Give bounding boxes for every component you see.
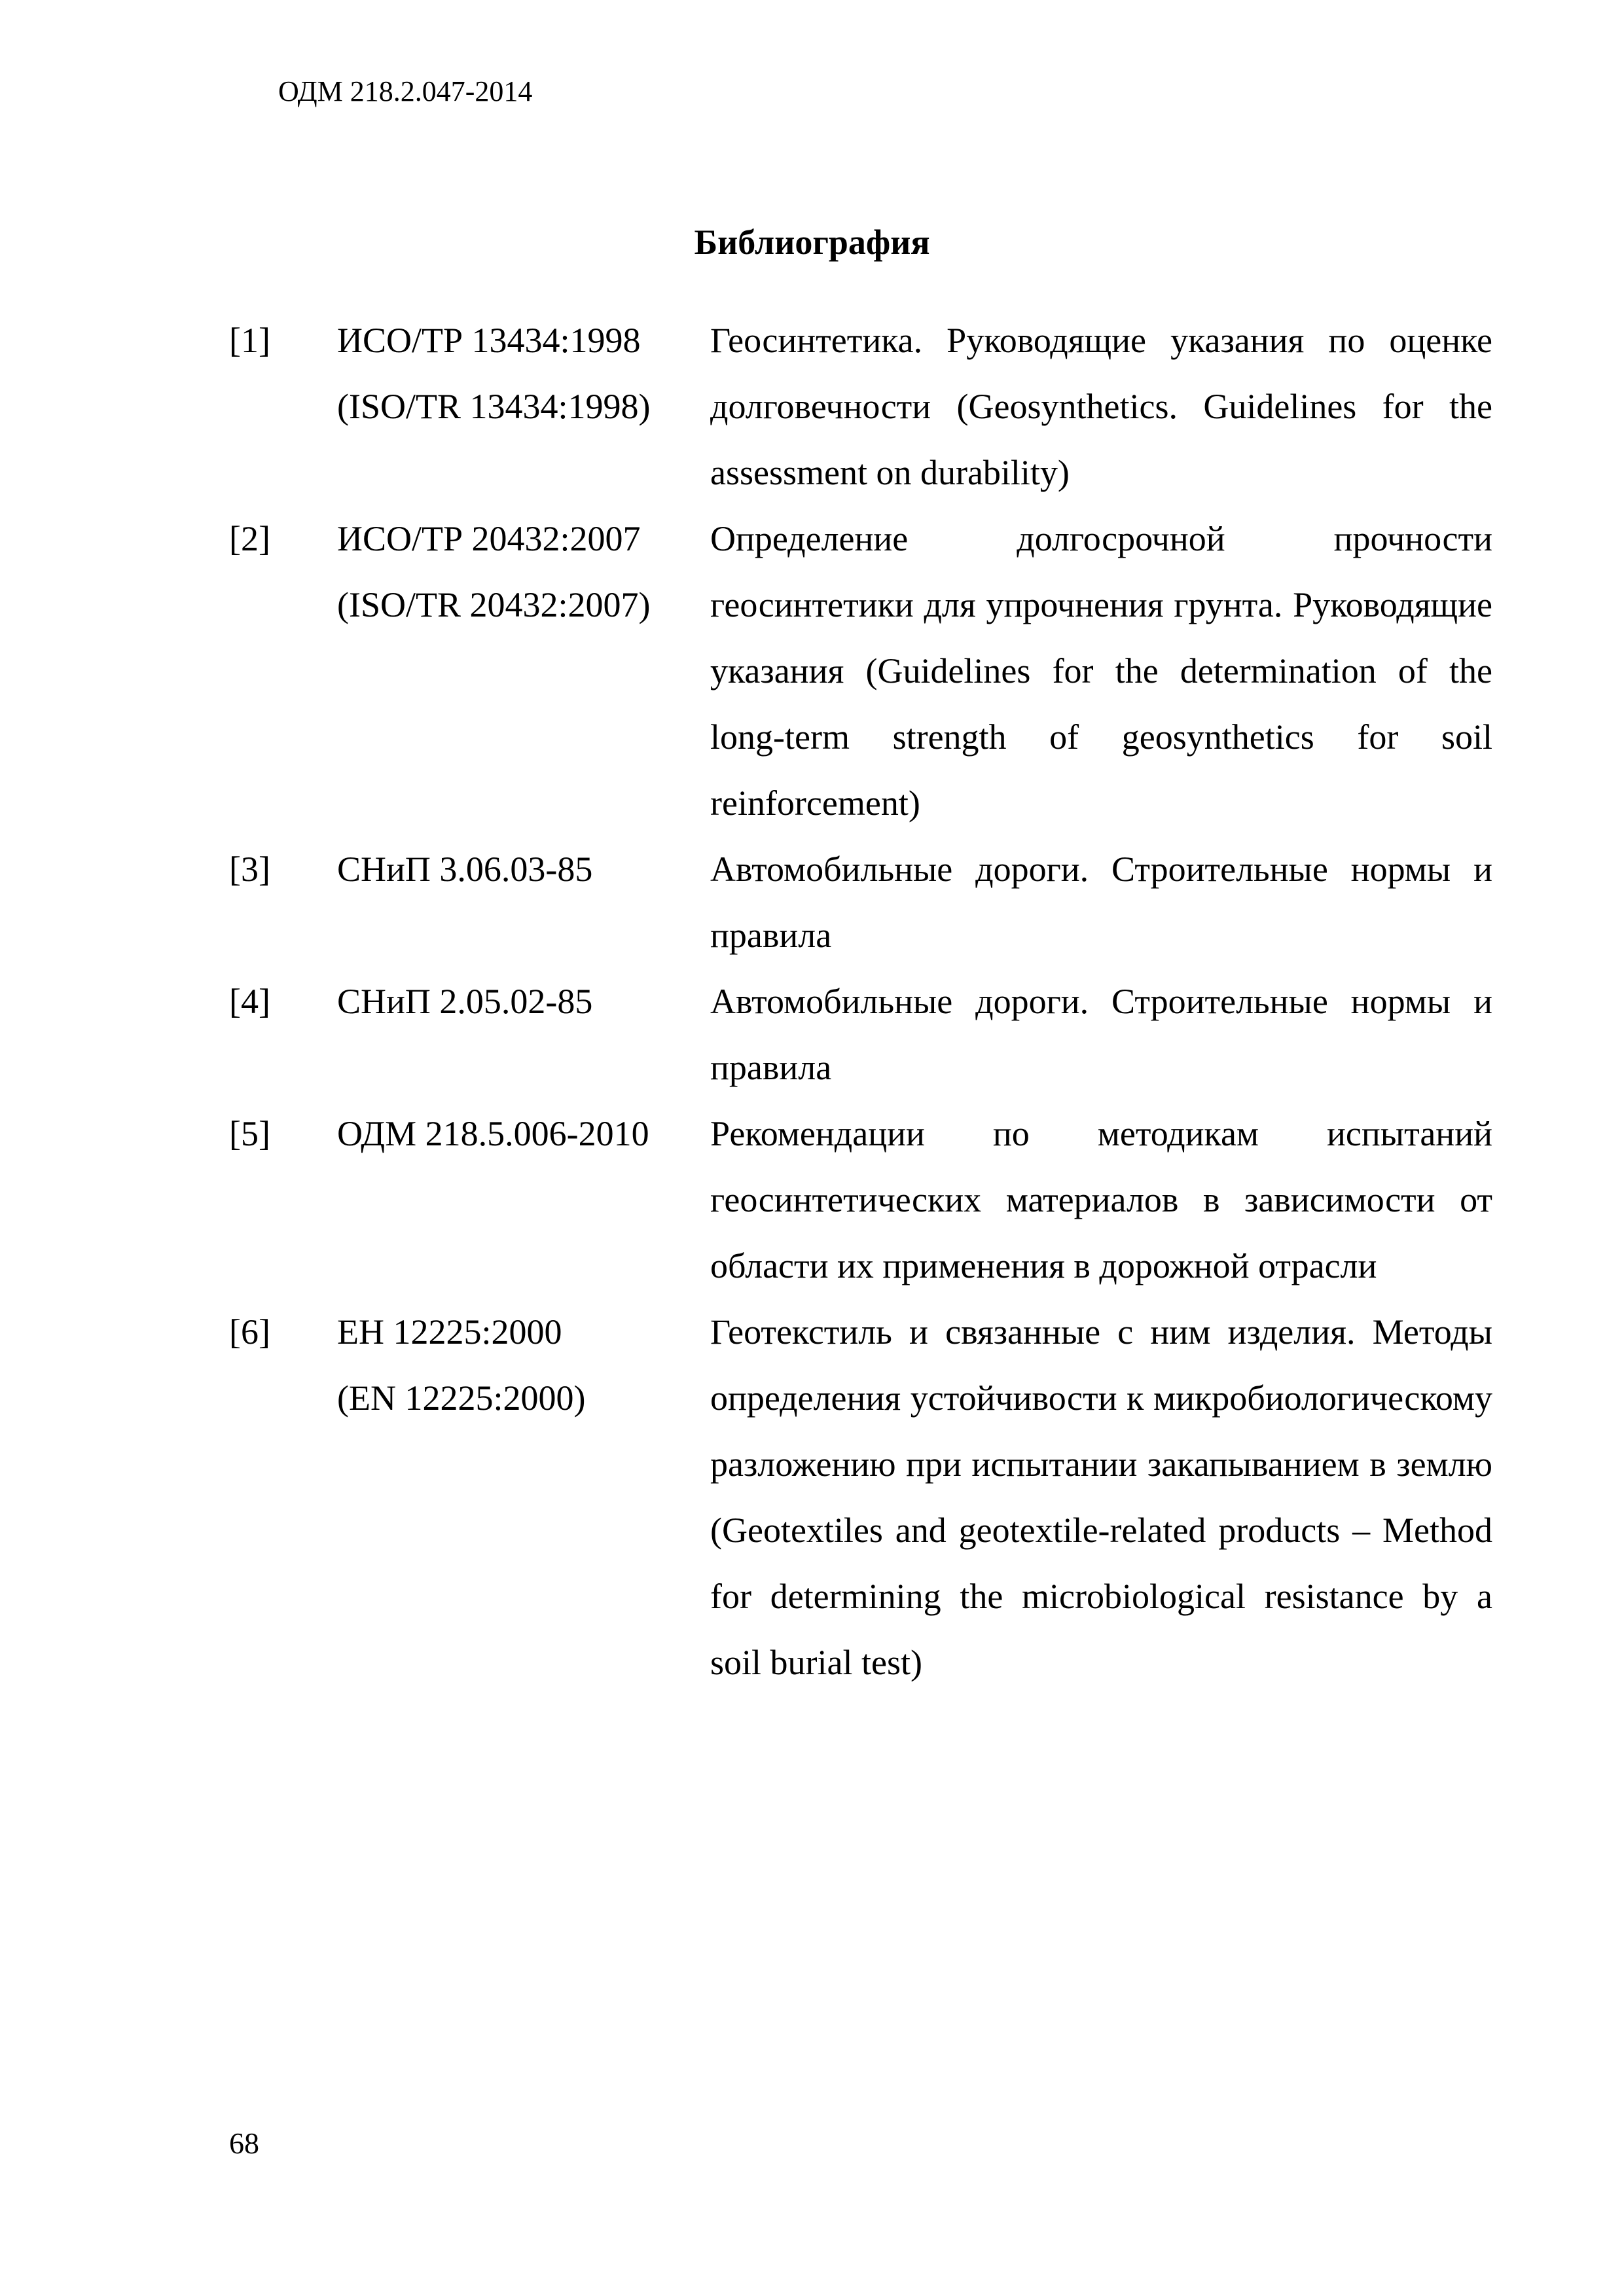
entry-number: [2] — [229, 519, 270, 558]
bibliography-entry-3 — [229, 836, 1492, 969]
entry-code — [337, 969, 710, 1035]
entry-code — [337, 506, 710, 638]
entry-description: Геосинтетика. Руководящие указания по оценке долговечности (Geosynthetics. Guidelines for the assessment on durability) — [710, 321, 1492, 492]
entry-code — [337, 1299, 710, 1431]
entry-code — [337, 1101, 710, 1167]
entry-description: Автомобильные дороги. Строительные нормы и правила — [710, 850, 1492, 955]
entry-number: [6] — [229, 1312, 270, 1352]
entry-code-primary: ИСО/ТР 20432:2007 — [337, 519, 641, 558]
entry-number: [4] — [229, 982, 270, 1021]
bibliography-entry-5 — [229, 1101, 1492, 1299]
bibliography-entry-4 — [229, 969, 1492, 1101]
bibliography-entry-1 — [229, 308, 1492, 506]
bibliography-list — [229, 308, 1492, 1696]
entry-number: [5] — [229, 1114, 270, 1153]
entry-number: [1] — [229, 321, 270, 360]
entry-code-primary: ОДМ 218.5.006-2010 — [337, 1114, 649, 1153]
bibliography-entry-6 — [229, 1299, 1492, 1696]
bibliography-entry-2 — [229, 506, 1492, 836]
page-number: 68 — [229, 2126, 259, 2160]
entry-code-primary: СНиП 3.06.03-85 — [337, 850, 593, 889]
entry-code — [337, 308, 710, 440]
entry-code-international: (ISO/TR 13434:1998) — [337, 387, 651, 426]
entry-number: [3] — [229, 850, 270, 889]
entry-code-primary: ИСО/ТР 13434:1998 — [337, 321, 641, 360]
entry-description: Рекомендации по методикам испытаний геосинтетических материалов в зависимости от области их применения в дорожной отрасли — [710, 1114, 1492, 1285]
entry-description: Автомобильные дороги. Строительные нормы и правила — [710, 982, 1492, 1087]
entry-code-primary: СНиП 2.05.02-85 — [337, 982, 593, 1021]
entry-code-international: (EN 12225:2000) — [337, 1378, 586, 1418]
entry-code-international: (ISO/TR 20432:2007) — [337, 585, 651, 624]
entry-description: Определение долгосрочной прочности геосинтетики для упрочнения грунта. Руководящие указания (Guidelines for the determination of the long-term strength of geosynthetics for soil reinforcement) — [710, 519, 1492, 823]
document-code-header: ОДМ 218.2.047-2014 — [278, 75, 533, 107]
entry-code-primary: ЕН 12225:2000 — [337, 1312, 562, 1352]
entry-code — [337, 836, 710, 903]
entry-description: Геотекстиль и связанные с ним изделия. Методы определения устойчивости к микробиологическому разложению при испытании закапыванием в землю (Geotextiles and geotextile-related products – Method for determining the microbiological resistance by a soil burial test) — [710, 1312, 1492, 1682]
page-title: Библиография — [694, 223, 930, 262]
